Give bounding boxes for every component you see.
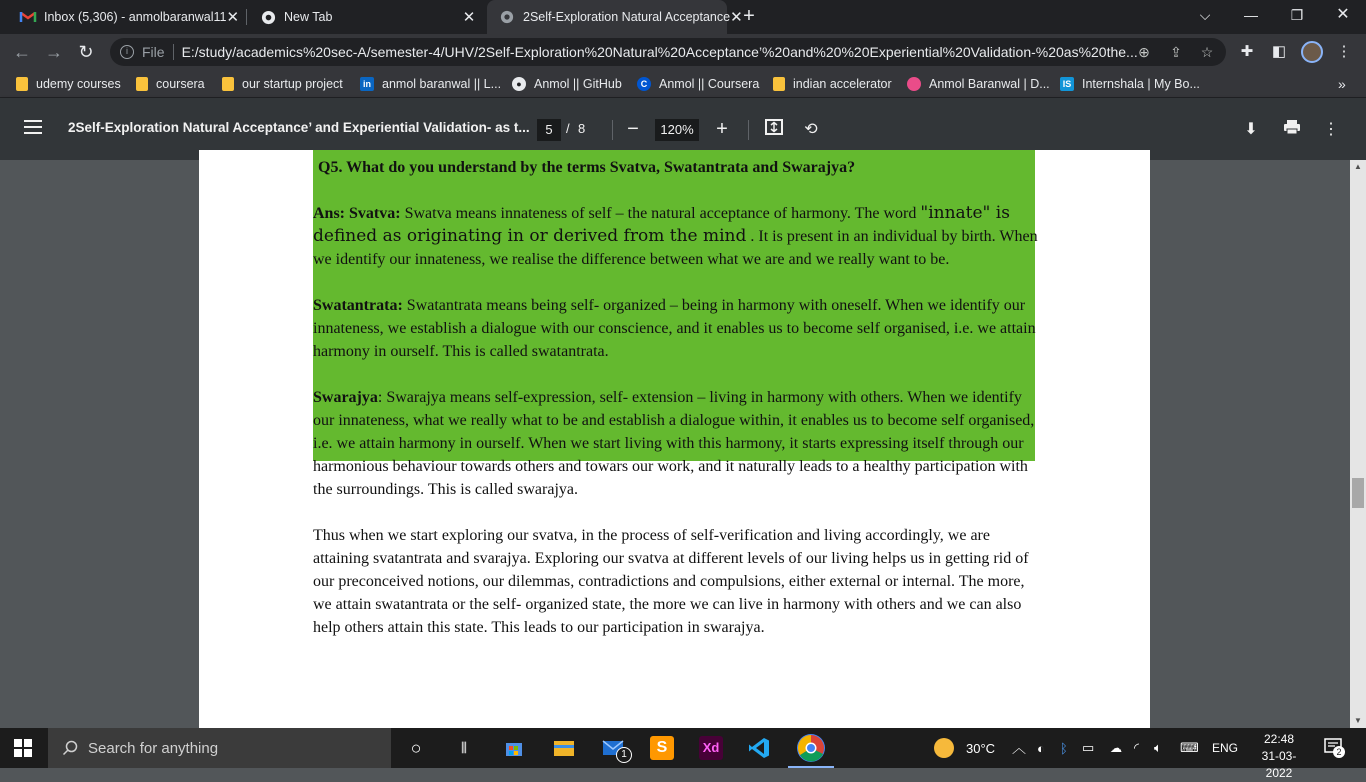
- new-tab-button[interactable]: +: [743, 5, 755, 27]
- tab-gmail[interactable]: [0, 0, 246, 34]
- extensions-icon[interactable]: ✚: [1240, 43, 1254, 60]
- gmail-icon: [20, 9, 36, 25]
- adobe-xd-icon[interactable]: Xd: [699, 736, 723, 760]
- paragraph-swarajya: [313, 386, 1039, 501]
- svatva-quote: "innate" is defined as originating in or derived from the mind: [313, 203, 1010, 246]
- bluetooth-icon[interactable]: ᛒ: [1060, 740, 1068, 756]
- system-clock[interactable]: [1252, 731, 1306, 782]
- battery-icon[interactable]: ▭: [1082, 740, 1095, 755]
- zoom-icon[interactable]: ⊕: [1138, 44, 1150, 60]
- bookmark-label: indian accelerator: [793, 77, 892, 91]
- page-total: 8: [578, 121, 586, 136]
- globe-icon: [499, 9, 515, 25]
- vertical-scrollbar[interactable]: [1350, 160, 1366, 728]
- share-icon[interactable]: ⇪: [1170, 44, 1182, 60]
- taskbar-search[interactable]: [48, 728, 391, 768]
- swarajya-text: : Swarajya means self-expression, self- extension – living in harmony with others. When we identify our innateness, what we really what to be and establish a dialogue within, it enables us to become self organised, i.e. we attain harmony in ourself. When we start living with this harmony, it starts expressing itself through our harmonious behaviour towards others and towars our work, and it naturally leads to a healthy participation with the surroundings. This is called swarajya.: [313, 389, 1035, 498]
- hamburger-menu-icon[interactable]: [24, 120, 42, 134]
- bookmark-coursera[interactable]: [136, 70, 205, 98]
- chrome-icon: [260, 9, 276, 25]
- pdf-title: 2Self-Exploration Natural Acceptance’ and Experiential Validation- as t...: [68, 120, 530, 135]
- keyboard-icon[interactable]: ⌨: [1180, 740, 1199, 755]
- scroll-up-icon[interactable]: ▲: [1354, 162, 1362, 171]
- minimize-icon[interactable]: —: [1244, 7, 1258, 23]
- scroll-down-icon[interactable]: ▼: [1354, 716, 1362, 725]
- paragraph-conclusion: Thus when we start exploring our svatva, in the process of self-verification and living accordingly, we are attaining svatantrata and svarajya. Exploring our svatva at different levels of our living helps us in getting rid of our preconceived notions, our dilemmas, contradictions and compulsions, either external or internal. The more, we attain swatantrata or the self- organized state, the more we can live in harmony with others and we can also help others attain this state. This leads to our participation in swarajya.: [313, 527, 1029, 636]
- window-close-icon[interactable]: ✕: [1336, 6, 1350, 23]
- rotate-icon[interactable]: ⟲: [804, 121, 818, 138]
- cortana-icon[interactable]: ○: [410, 738, 422, 758]
- paragraph-svatva: [313, 202, 1039, 271]
- folder-icon: [222, 77, 234, 91]
- bookmarks-bar: [0, 70, 1366, 98]
- page-separator: /: [566, 121, 570, 136]
- scrollbar-thumb[interactable]: [1352, 478, 1364, 508]
- svatva-text: Swatva means innateness of self – the natural acceptance of harmony. The word: [400, 205, 921, 222]
- close-icon[interactable]: ✕: [730, 9, 743, 26]
- sublime-text-icon[interactable]: S: [650, 736, 674, 760]
- tray-overflow-icon[interactable]: ︿: [1012, 740, 1026, 756]
- browser-toolbar: [0, 34, 1366, 70]
- bookmark-internshala[interactable]: [1060, 70, 1200, 98]
- svatva-text-continued: . It is present in an individual by birth. When we identify our innateness, we realise the difference between what we are and we really want to be.: [313, 228, 1038, 268]
- tab-title: New Tab: [284, 10, 333, 24]
- folder-icon: [773, 77, 785, 91]
- weather-widget[interactable]: [934, 728, 995, 768]
- tab-new-tab[interactable]: [240, 0, 488, 34]
- tab-search-icon[interactable]: ⌵: [1199, 7, 1211, 23]
- vscode-icon[interactable]: [747, 736, 771, 760]
- internshala-icon: IS: [1060, 77, 1074, 91]
- close-icon[interactable]: ✕: [462, 9, 476, 26]
- search-icon: [62, 740, 78, 756]
- bookmark-indian-accelerator[interactable]: [773, 70, 892, 98]
- notification-center-icon[interactable]: [1324, 738, 1342, 756]
- windows-start-icon[interactable]: [14, 739, 32, 757]
- question-heading: Q5. What do you understand by the terms Svatva, Swatantrata and Swarajya?: [318, 159, 856, 176]
- url-divider: [173, 44, 174, 60]
- swarajya-label: Swarajya: [313, 389, 378, 406]
- bookmark-github[interactable]: [512, 70, 622, 98]
- bookmark-udemy[interactable]: [16, 70, 121, 98]
- bookmark-star-icon[interactable]: ☆: [1200, 44, 1214, 60]
- toolbar-divider: [612, 120, 613, 140]
- mail-badge: 1: [616, 747, 632, 763]
- wifi-icon[interactable]: ◜: [1134, 740, 1140, 755]
- active-app-indicator: [788, 766, 834, 768]
- language-indicator[interactable]: ENG: [1212, 741, 1239, 755]
- bookmark-label: coursera: [156, 77, 205, 91]
- bookmark-label: Internshala | My Bo...: [1082, 77, 1200, 91]
- reload-icon[interactable]: ↻: [78, 42, 94, 62]
- pdf-page: [199, 150, 1150, 738]
- bookmark-label: anmol baranwal || L...: [382, 77, 502, 91]
- back-icon[interactable]: ←: [13, 42, 31, 62]
- page-text: [313, 156, 1039, 662]
- url-text[interactable]: E:/study/academics%20sec-A/semester-4/UHV/2Self-Exploration%20Natural%20Acceptance’%20and%20%20Experiential%20Validation-%20as%20the...: [181, 44, 1138, 60]
- toolbar-divider: [748, 120, 749, 140]
- zoom-level-input[interactable]: 120%: [655, 119, 699, 141]
- taskbar: [0, 728, 1366, 780]
- coursera-icon: C: [637, 77, 651, 91]
- linkedin-icon: in: [360, 77, 374, 91]
- more-bookmarks-button[interactable]: »: [1338, 76, 1346, 92]
- weather-sun-icon: [934, 738, 954, 758]
- bookmark-label: Anmol Baranwal | D...: [929, 77, 1050, 91]
- bookmark-label: our startup project: [242, 77, 343, 91]
- forward-icon[interactable]: →: [45, 42, 63, 62]
- task-view-icon[interactable]: ⫼: [461, 740, 467, 755]
- swatantrata-label: Swatantrata:: [313, 297, 403, 314]
- search-placeholder: Search for anything: [88, 739, 219, 757]
- tab-title: 2Self-Exploration Natural Acceptance: [523, 10, 731, 24]
- bookmark-label: Anmol || GitHub: [534, 77, 622, 91]
- tab-strip: [0, 0, 1366, 34]
- svatva-label: Ans: Svatva:: [313, 205, 401, 222]
- side-panel-icon[interactable]: ◧: [1271, 43, 1287, 60]
- file-explorer-icon[interactable]: [552, 736, 576, 760]
- fit-page-icon[interactable]: [763, 119, 785, 141]
- tab-title: Inbox (5,306) - anmolbaranwal11: [44, 10, 227, 24]
- clock-time: 22:48: [1263, 732, 1295, 746]
- print-icon[interactable]: [1281, 119, 1303, 141]
- pdf-viewer[interactable]: [0, 160, 1350, 728]
- zoom-out-button[interactable]: −: [627, 118, 639, 140]
- url-scheme: File: [142, 44, 165, 60]
- zoom-in-button[interactable]: +: [716, 118, 728, 140]
- swatantrata-text: Swatantrata means being self- organized – being in harmony with oneself. When we identify our innateness, we establish a dialogue with our conscience, and it enables us to become self organised, i.e. we attain harmony in ourself. This is called swatantrata.: [313, 297, 1036, 360]
- folder-icon: [136, 77, 148, 91]
- more-actions-icon[interactable]: ⋮: [1323, 121, 1339, 138]
- download-icon[interactable]: ⬇: [1244, 121, 1258, 138]
- tab-pdf[interactable]: [487, 0, 743, 34]
- page-number-input[interactable]: 5: [537, 119, 561, 141]
- avatar[interactable]: [1301, 41, 1323, 63]
- info-icon[interactable]: i: [120, 45, 134, 59]
- bookmark-label: udemy courses: [36, 77, 121, 91]
- bookmark-startup[interactable]: [222, 70, 343, 98]
- address-bar[interactable]: [110, 38, 1226, 66]
- bookmark-linkedin[interactable]: [360, 70, 501, 98]
- dribbble-icon: [907, 77, 921, 91]
- meet-now-icon[interactable]: ◐: [1037, 740, 1045, 756]
- restore-icon[interactable]: ❐: [1290, 7, 1304, 23]
- close-icon[interactable]: ✕: [226, 9, 240, 26]
- menu-dots-icon[interactable]: ⋮: [1336, 43, 1352, 60]
- bookmark-dribbble[interactable]: [907, 70, 1050, 98]
- notification-count: 2: [1333, 746, 1345, 758]
- weather-temperature: 30°C: [966, 740, 996, 756]
- bookmark-coursera-profile[interactable]: [637, 70, 759, 98]
- github-icon: ●: [512, 77, 526, 91]
- onedrive-icon[interactable]: ☁: [1110, 741, 1122, 755]
- folder-icon: [16, 77, 28, 91]
- store-icon[interactable]: [502, 736, 526, 760]
- chrome-taskbar-icon[interactable]: [797, 734, 825, 762]
- bookmark-label: Anmol || Coursera: [659, 77, 760, 91]
- paragraph-swatantrata: [313, 294, 1039, 363]
- volume-icon[interactable]: 🔈︎: [1154, 740, 1162, 755]
- clock-date: 31-03-2022: [1261, 749, 1297, 780]
